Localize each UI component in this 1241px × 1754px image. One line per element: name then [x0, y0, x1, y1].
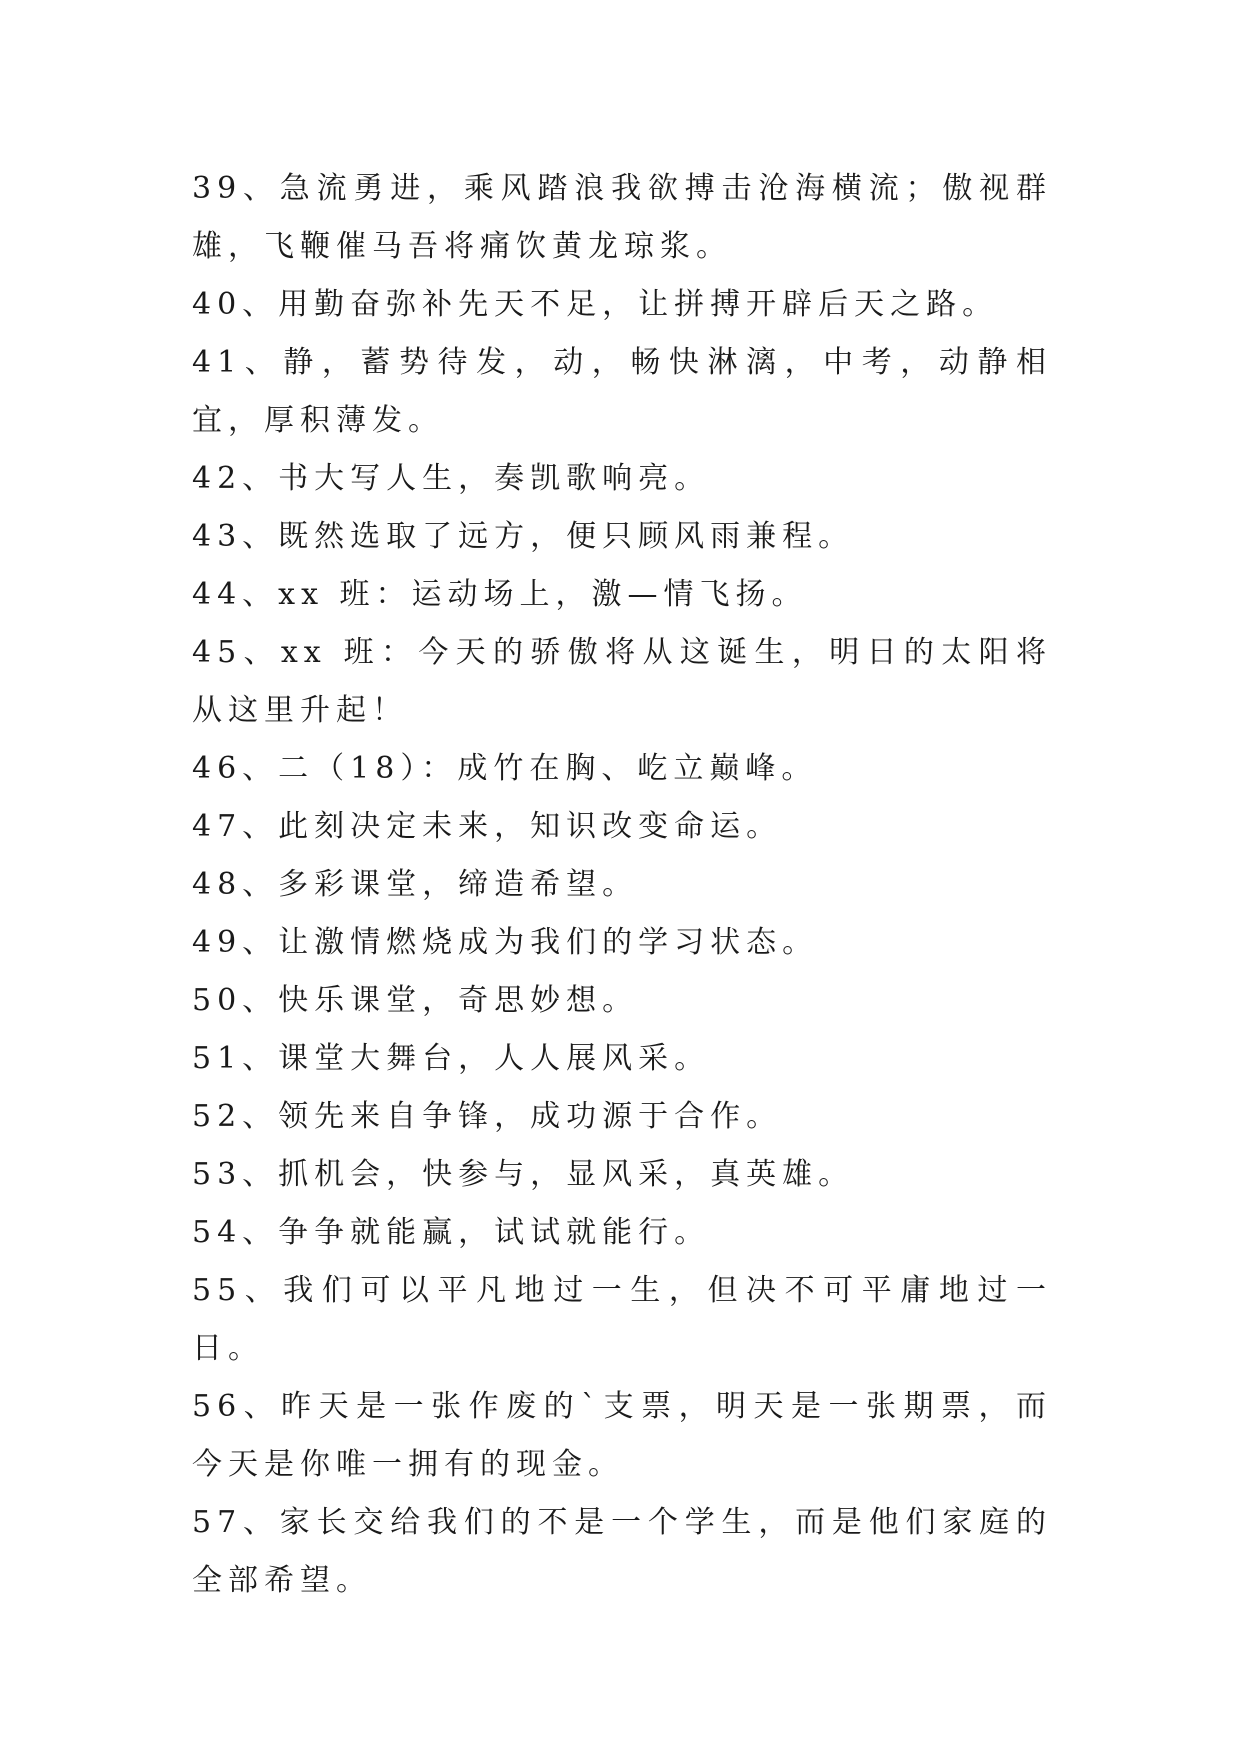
list-item: 54、争争就能赢，试试就能行。	[192, 1215, 711, 1250]
list-item: 47、此刻决定未来，知识改变命运。	[192, 809, 783, 844]
list-item: 50、快乐课堂，奇思妙想。	[192, 983, 639, 1018]
list-item: 57、家长交给我们的不是一个学生，而是他们家庭的全部希望。	[192, 1505, 1052, 1598]
list-item: 52、领先来自争锋，成功源于合作。	[192, 1099, 783, 1134]
list-item: 49、让激情燃烧成为我们的学习状态。	[192, 925, 819, 960]
list-item: 48、多彩课堂，缔造希望。	[192, 867, 639, 902]
list-item: 44、xx 班：运动场上，激—情飞扬。	[192, 577, 808, 612]
list-item: 46、二（18）：成竹在胸、屹立巅峰。	[192, 751, 818, 786]
list-item: 43、既然选取了远方，便只顾风雨兼程。	[192, 519, 855, 554]
list-item: 51、课堂大舞台，人人展风采。	[192, 1041, 711, 1076]
list-item: 53、抓机会，快参与，显风采，真英雄。	[192, 1157, 855, 1192]
document-body	[192, 160, 1052, 1610]
list-item: 42、书大写人生，奏凯歌响亮。	[192, 461, 711, 496]
list-item: 55、我们可以平凡地过一生，但决不可平庸地过一日。	[192, 1273, 1052, 1366]
list-item: 56、昨天是一张作废的`支票，明天是一张期票，而今天是你唯一拥有的现金。	[192, 1389, 1052, 1482]
list-item: 40、用勤奋弥补先天不足，让拼搏开辟后天之路。	[192, 287, 999, 322]
list-item: 39、急流勇进，乘风踏浪我欲搏击沧海横流；傲视群雄，飞鞭催马吾将痛饮黄龙琼浆。	[192, 171, 1052, 264]
list-item: 41、静，蓄势待发，动，畅快淋漓，中考，动静相宜，厚积薄发。	[192, 345, 1052, 438]
list-item: 45、xx 班：今天的骄傲将从这诞生，明日的太阳将从这里升起！	[192, 635, 1052, 728]
